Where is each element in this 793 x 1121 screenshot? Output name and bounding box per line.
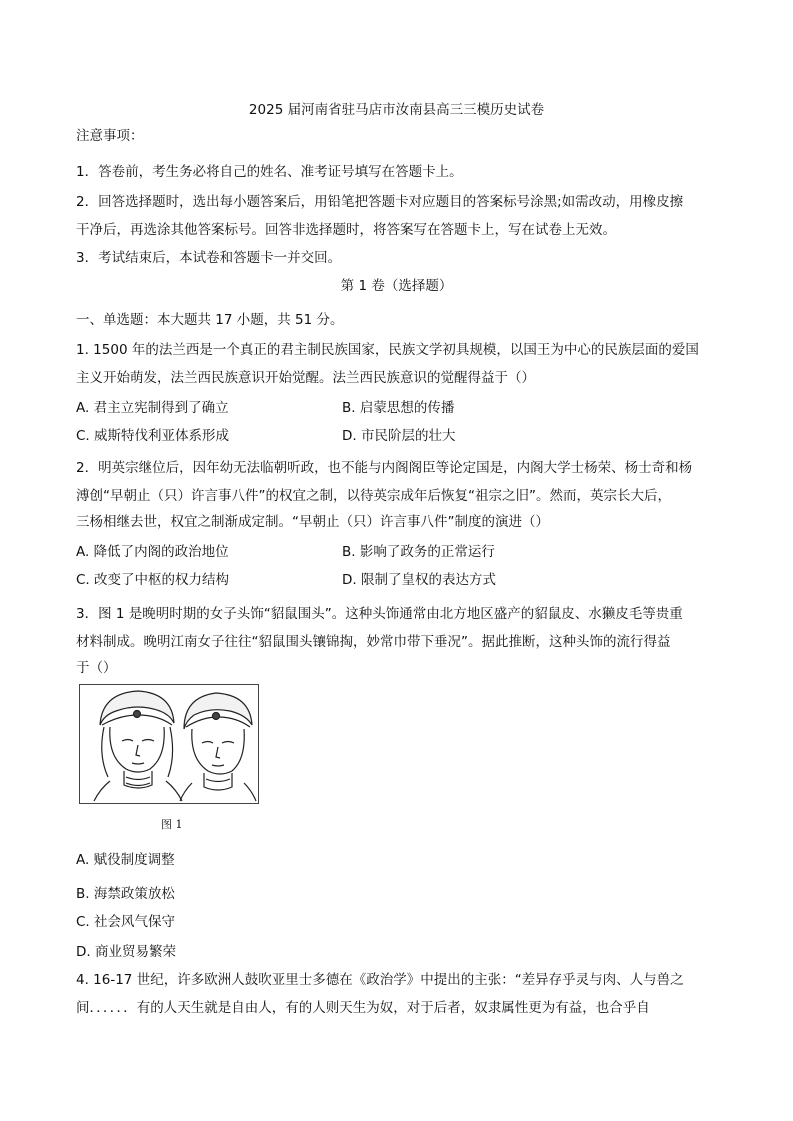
q3-option-d[interactable]: D. 商业贸易繁荣	[76, 944, 176, 960]
q2-option-d[interactable]: D. 限制了皇权的表达方式	[342, 572, 496, 588]
q3-option-a[interactable]: A. 赋役制度调整	[76, 852, 175, 868]
q3-stem: 材料制成。晚明江南女子往往“貂鼠围头镶锦掏，妙常巾带下垂况”。据此推断，这种头饰的流行得益	[76, 634, 671, 650]
q2-stem: 三杨相继去世，权宜之制渐成定制。“早朝止（只）许言事八件”制度的演进（）	[76, 514, 549, 530]
q3-option-c[interactable]: C. 社会风气保守	[76, 914, 176, 930]
section-title: 第 1 卷（选择题）	[340, 278, 453, 294]
q2-option-b[interactable]: B. 影响了政务的正常运行	[342, 544, 495, 560]
q2-stem: 溥创“早朝止（只）许言事八件”的权宜之制，以待英宗成年后恢复“祖宗之旧”。然而，英宗长大后，	[76, 488, 671, 504]
q3-stem: 3．图 1 是晚明时期的女子头饰“貂鼠围头”。这种头饰通常由北方地区盛产的貂鼠皮、水獭皮毛等贵重	[76, 606, 683, 622]
q1-option-c[interactable]: C. 威斯特伐利亚体系形成	[76, 428, 230, 444]
q3-option-b[interactable]: B. 海禁政策放松	[76, 886, 175, 902]
notice-item: 1．答卷前，考生务必将自己的姓名、准考证号填写在答题卡上。	[76, 164, 463, 180]
q4-stem: 4. 16-17 世纪，许多欧洲人鼓吹亚里士多德在《政治学》中提出的主张：“差异存乎灵与肉、人与兽之	[76, 972, 684, 988]
q2-option-a[interactable]: A. 降低了内阁的政治地位	[76, 544, 229, 560]
part-heading: 一、单选题：本大题共 17 小题，共 51 分。	[76, 312, 344, 328]
figure-caption: 图 1	[161, 818, 183, 831]
exam-title: 2025 届河南省驻马店市汝南县高三三模历史试卷	[248, 102, 545, 118]
q4-stem: 间．．．．．．有的人天生就是自由人，有的人则天生为奴，对于后者，奴隶属性更为有益，也合乎自	[76, 1000, 650, 1016]
headdress-illustration	[80, 685, 258, 803]
notice-item: 2．回答选择题时，选出每小题答案后，用铅笔把答题卡对应题目的答案标号涂黑;如需改动，用橡皮擦	[76, 194, 684, 210]
notice-item: 干净后，再选涂其他答案标号。回答非选择题时，将答案写在答题卡上，写在试卷上无效。	[76, 222, 616, 238]
q1-option-a[interactable]: A. 君主立宪制得到了确立	[76, 400, 229, 416]
notice-heading: 注意事项：	[76, 128, 144, 144]
q1-stem: 主义开始萌发，法兰西民族意识开始觉醒。法兰西民族意识的觉醒得益于（）	[76, 370, 535, 386]
q3-stem: 于（）	[76, 660, 117, 676]
q2-stem: 2．明英宗继位后，因年幼无法临朝听政，也不能与内阁阁臣等论定国是，内阁大学士杨荣、杨士奇和杨	[76, 460, 693, 476]
q1-stem: 1. 1500 年的法兰西是一个真正的君主制民族国家，民族文学初具规模，以国王为中心的民族层面的爱国	[76, 342, 699, 358]
headdress-figure	[79, 684, 259, 834]
q1-option-b[interactable]: B. 启蒙思想的传播	[342, 400, 455, 416]
q1-option-d[interactable]: D. 市民阶层的壮大	[342, 428, 456, 444]
q2-option-c[interactable]: C. 改变了中枢的权力结构	[76, 572, 230, 588]
notice-item: 3．考试结束后，本试卷和答题卡一并交回。	[76, 250, 342, 266]
